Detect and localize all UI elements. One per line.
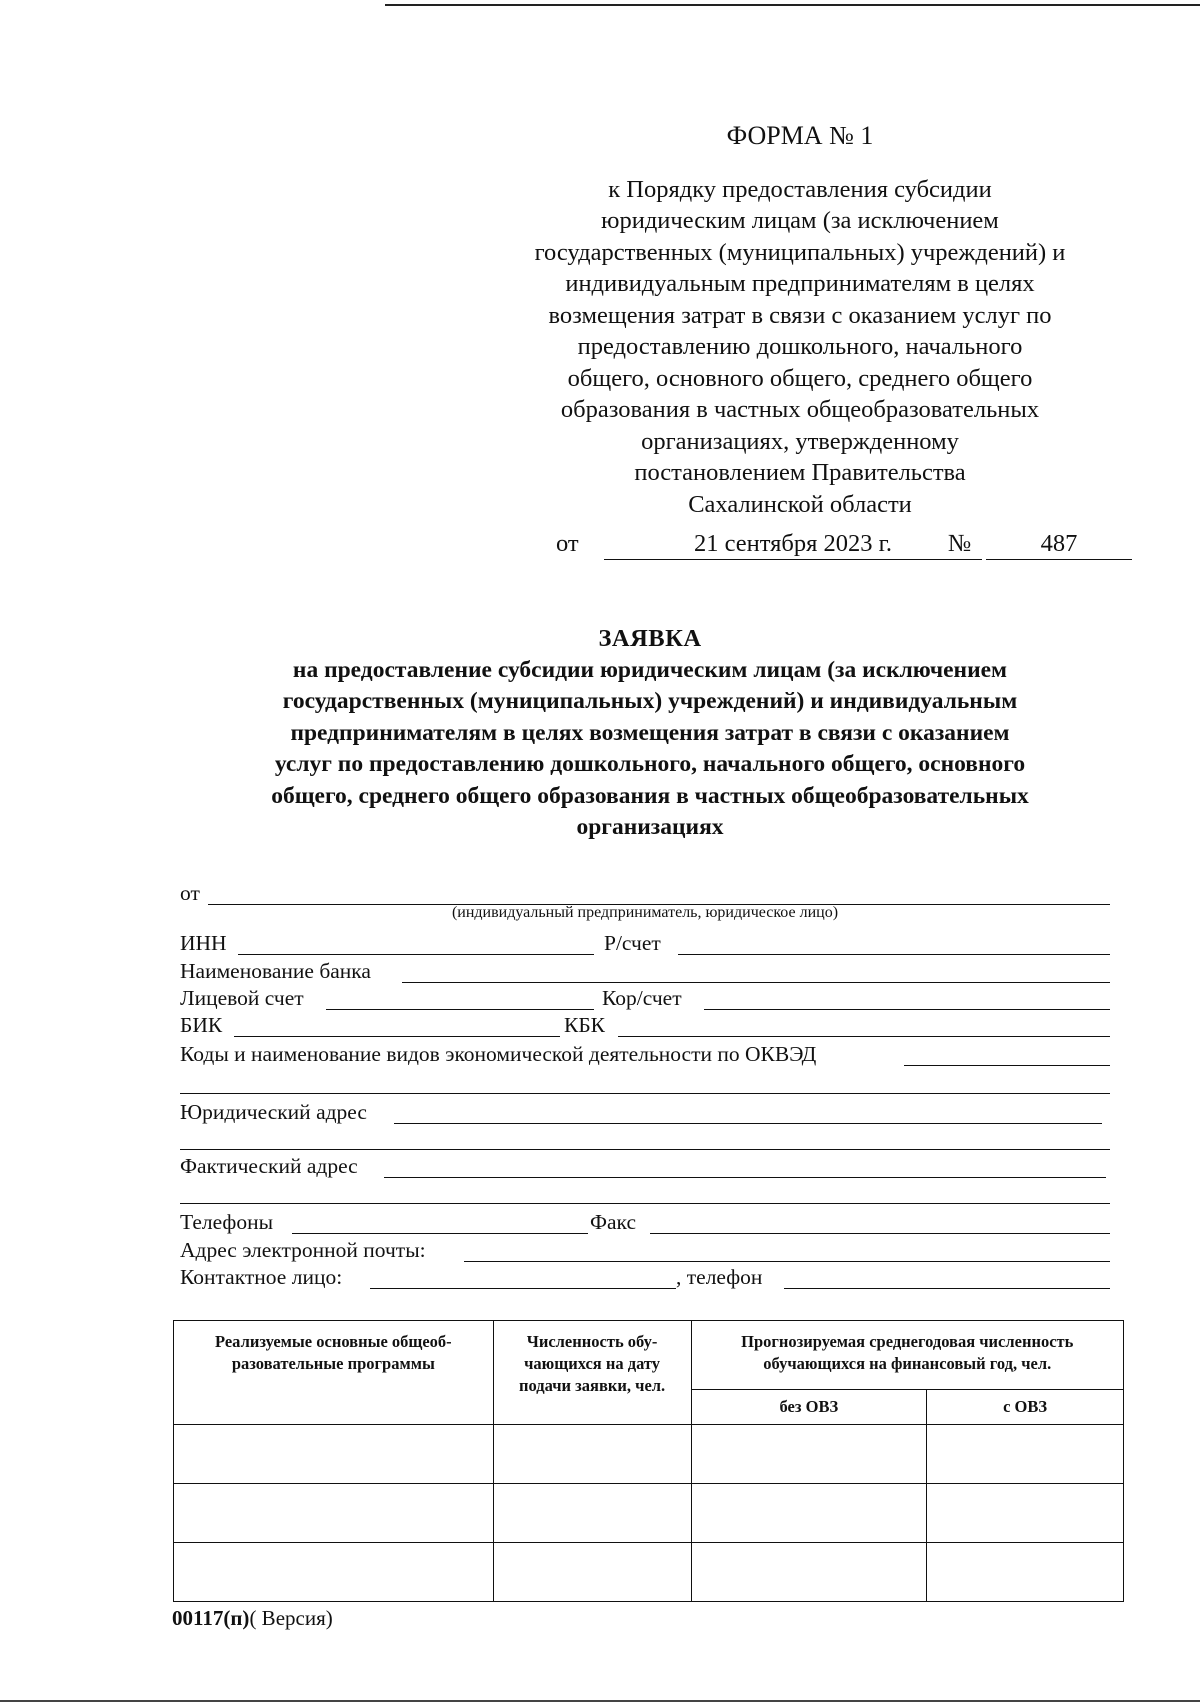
phones-field[interactable] (292, 1233, 588, 1234)
inn-label: ИНН (180, 931, 227, 955)
approval-line: индивидуальным предпринимателям в целях (565, 270, 1035, 297)
table-cell[interactable] (691, 1543, 927, 1602)
email-row (180, 1237, 1110, 1265)
approval-line: предоставлению дошкольного, начального (577, 333, 1023, 360)
table-cell[interactable] (691, 1484, 927, 1543)
approval-line: организациях, утвержденному (641, 427, 959, 455)
col-header-programs: Реализуемые основные общеоб-разовательные программы (174, 1321, 494, 1425)
table-cell[interactable] (174, 1425, 494, 1484)
email-label: Адрес электронной почты: (180, 1238, 426, 1262)
approval-line: к Порядку предоставления субсидии (608, 175, 992, 203)
approval-line: общего, основного общего, среднего общего (567, 364, 1033, 392)
table-row (174, 1425, 1124, 1484)
account-field[interactable] (678, 954, 1110, 955)
col-header-current-count: Численность обу-чающихся на дату подачи заявки, чел. (493, 1321, 691, 1425)
title-line: организациях (576, 814, 724, 840)
bank-label: Наименование банка (180, 959, 371, 983)
actual-address-field[interactable] (384, 1177, 1106, 1178)
col-header-without-ovz: без ОВЗ (691, 1390, 927, 1425)
col-header-forecast: Прогнозируемая среднегодовая численность обучающихся на финансовый год, чел. (691, 1321, 1124, 1390)
bik-row (180, 1012, 1110, 1040)
table-row (174, 1543, 1124, 1602)
approval-line: государственных (муниципальных) учреждений) и (534, 238, 1066, 266)
kbk-label: КБК (564, 1013, 606, 1037)
title-line: услуг по предоставлению дошкольного, начального общего, основного (274, 751, 1026, 777)
title-line: общего, среднего общего образования в частных общеобразовательных (271, 782, 1029, 809)
approval-date: 21 сентября 2023 г. (604, 529, 982, 560)
approval-date-line (548, 528, 1136, 564)
bank-row (180, 958, 1110, 986)
okved-field-continued[interactable] (180, 1093, 1110, 1094)
document-version: ( Версия) (249, 1606, 333, 1630)
phones-row (180, 1209, 1110, 1237)
from-hint: (индивидуальный предприниматель, юридическое лицо) (451, 904, 839, 921)
table-cell[interactable] (691, 1425, 927, 1484)
personal-account-row (180, 985, 1110, 1013)
title-line: на предоставление субсидии юридическим лицам (за исключением (292, 656, 1008, 683)
personal-account-field[interactable] (326, 1009, 594, 1010)
table-cell[interactable] (174, 1484, 494, 1543)
personal-account-label: Лицевой счет (180, 986, 304, 1010)
date-prefix: от (556, 530, 579, 557)
bottom-edge-line (0, 1700, 1200, 1702)
legal-address-label: Юридический адрес (180, 1100, 367, 1124)
table-cell[interactable] (927, 1425, 1124, 1484)
legal-address-field-continued[interactable] (180, 1149, 1110, 1150)
legal-address-row (180, 1099, 1110, 1127)
contact-phone-label: , телефон (676, 1265, 763, 1289)
document-code (172, 1606, 333, 1631)
inn-row (180, 930, 1110, 958)
bik-label: БИК (180, 1013, 223, 1037)
contact-field[interactable] (370, 1288, 676, 1289)
inn-field[interactable] (238, 954, 594, 955)
fax-label: Факс (590, 1210, 636, 1234)
table-cell[interactable] (174, 1543, 494, 1602)
contact-phone-field[interactable] (784, 1288, 1110, 1289)
okved-label: Коды и наименование видов экономической деятельности по ОКВЭД (180, 1042, 817, 1066)
col-header-with-ovz: с ОВЗ (927, 1390, 1124, 1425)
approval-number: 487 (986, 529, 1132, 560)
number-prefix: № (948, 530, 972, 557)
approval-line: юридическим лицам (за исключением (601, 207, 999, 234)
corr-account-field[interactable] (704, 1009, 1110, 1010)
approval-block (470, 120, 1130, 520)
okved-field[interactable] (904, 1065, 1110, 1066)
document-code-number: 00117(п) (172, 1606, 250, 1630)
bank-field[interactable] (402, 982, 1110, 983)
approval-line: Сахалинской области (688, 490, 912, 518)
phones-label: Телефоны (180, 1210, 274, 1234)
table-cell[interactable] (927, 1543, 1124, 1602)
top-edge-line (385, 4, 1200, 6)
table-header-row (174, 1321, 1124, 1390)
actual-address-label: Фактический адрес (180, 1154, 358, 1178)
contact-row (180, 1264, 1110, 1292)
actual-address-row (180, 1153, 1110, 1181)
from-label: от (180, 881, 200, 905)
table-row (174, 1484, 1124, 1543)
okved-row (180, 1041, 1110, 1069)
approval-line: образования в частных общеобразовательных (560, 396, 1040, 423)
table-cell[interactable] (493, 1543, 691, 1602)
programs-table (173, 1320, 1124, 1602)
application-title (175, 623, 1125, 844)
form-number: ФОРМА № 1 (726, 121, 874, 150)
account-label: Р/счет (604, 931, 661, 955)
kbk-field[interactable] (618, 1036, 1110, 1037)
fax-field[interactable] (650, 1233, 1110, 1234)
actual-address-field-continued[interactable] (180, 1203, 1110, 1204)
table-cell[interactable] (927, 1484, 1124, 1543)
table-cell[interactable] (493, 1484, 691, 1543)
title-line: предпринимателям в целях возмещения затрат в связи с оказанием (290, 719, 1010, 746)
legal-address-field[interactable] (394, 1123, 1102, 1124)
approval-line: возмещения затрат в связи с оказанием услуг по (548, 301, 1052, 329)
bik-field[interactable] (234, 1036, 560, 1037)
corr-account-label: Кор/счет (602, 986, 682, 1010)
table-cell[interactable] (493, 1425, 691, 1484)
title-line: государственных (муниципальных) учреждений) и индивидуальным (282, 688, 1018, 714)
contact-label: Контактное лицо: (180, 1265, 343, 1289)
email-field[interactable] (464, 1261, 1110, 1262)
approval-line: постановлением Правительства (634, 459, 966, 486)
title-heading: ЗАЯВКА (598, 625, 702, 652)
